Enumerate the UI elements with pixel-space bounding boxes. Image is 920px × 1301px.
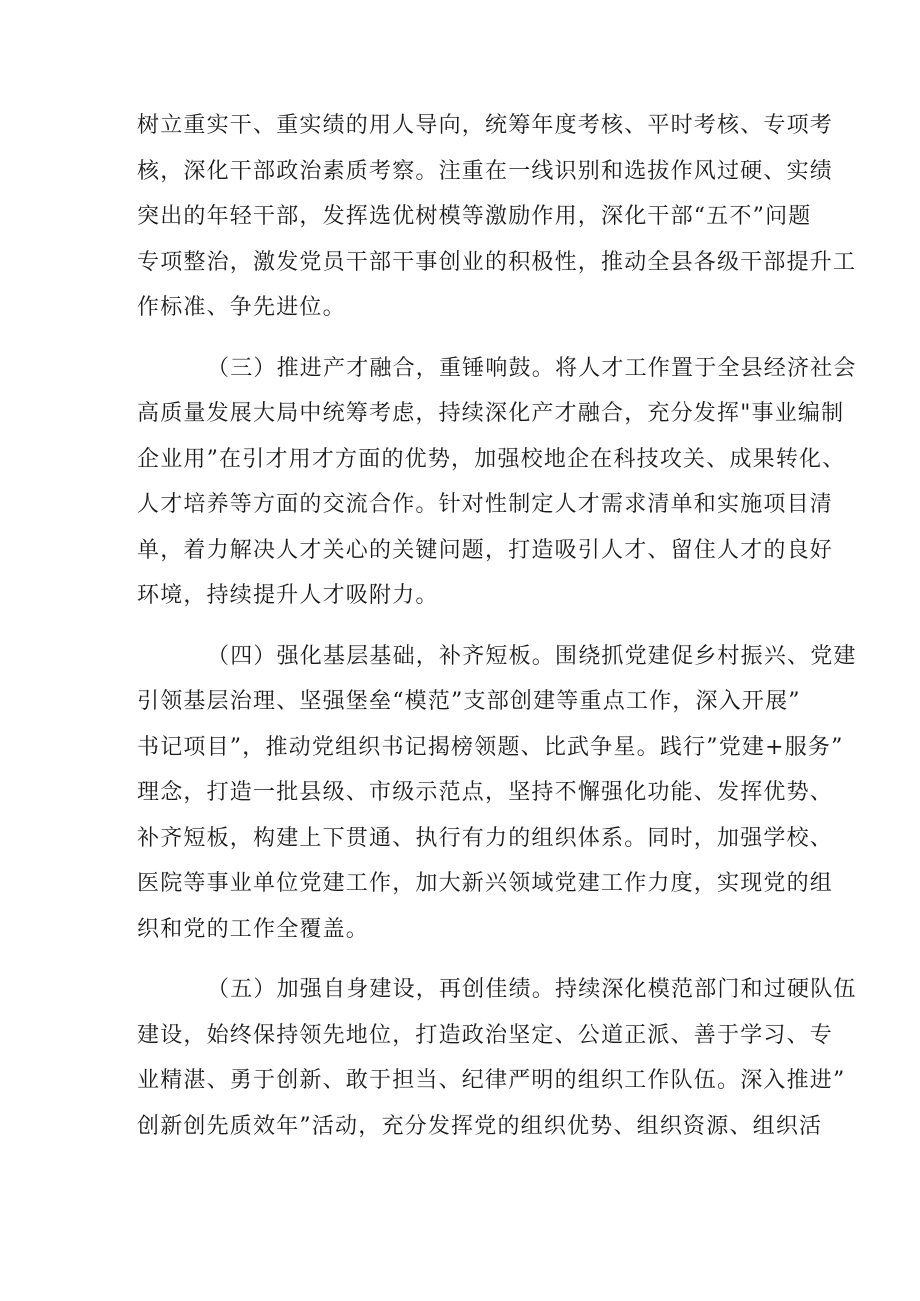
paragraph-section-three [137, 346, 857, 619]
text-line: 业精湛、勇于创新、敢于担当、纪律严明的组织工作队伍。深入推进” [137, 1068, 846, 1093]
text-line: 单，着力解决人才关心的关键问题，打造吸引人才、留住人才的良好 [137, 537, 834, 563]
text-line: 作标准、争先进位。 [137, 295, 346, 320]
text-line: 环境，持续提升人才吸附力。 [137, 583, 439, 608]
text-line: 核，深化干部政治素质考察。注重在一线识别和选拔作风过硬、实绩 [137, 158, 834, 184]
text-line: 建设，始终保持领先地位，打造政治坚定、公道正派、善于学习、专 [137, 1022, 834, 1048]
text-line: （四）强化基层基础，补齐短板。围绕抓党建促乡村振兴、党建 [207, 643, 857, 669]
document-body [137, 103, 857, 1164]
text-line: 补齐短板，构建上下贯通、执行有力的组织体系。同时，加强学校、 [137, 825, 834, 851]
text-line: 创新创先质效年”活动，充分发挥党的组织优势、组织资源、组织活 [137, 1113, 823, 1139]
text-line: 树立重实干、重实绩的用人导向，统筹年度考核、平时考核、专项考 [137, 113, 834, 138]
text-line: 理念，打造一批县级、市级示范点，坚持不懈强化功能、发挥优势、 [137, 780, 834, 805]
text-line: 专项整治，激发党员干部干事创业的积极性，推动全县各级干部提升工 [137, 249, 857, 275]
paragraph-section-four [137, 634, 857, 953]
text-line: 引领基层治理、坚强堡垒“模范”支部创建等重点工作，深入开展” [137, 689, 801, 714]
text-line: 企业用”在引才用才方面的优势，加强校地企在科技攻关、成果转化、 [137, 446, 846, 472]
text-line: 突出的年轻干部，发挥选优树模等激励作用，深化干部“五不”问题 [137, 204, 812, 229]
text-line: （三）推进产才融合，重锤响鼓。将人才工作置于全县经济社会 [207, 355, 857, 381]
text-line: 医院等事业单位党建工作，加大新兴领域党建工作力度，实现党的组 [137, 871, 834, 896]
text-line: 织和党的工作全覆盖。 [137, 916, 370, 942]
text-line: （五）加强自身建设，再创佳绩。持续深化模范部门和过硬队伍 [207, 977, 857, 1002]
paragraph-section-five [137, 967, 857, 1149]
text-line: 书记项目”，推动党组织书记揭榜领题、比武争星。践行”党建+服务” [137, 734, 844, 760]
paragraph-cadre-assessment [137, 103, 857, 331]
text-line: 高质量发展大局中统筹考虑，持续深化产才融合，充分发挥"事业编制 [137, 401, 845, 426]
text-line: 人才培养等方面的交流合作。针对性制定人才需求清单和实施项目清 [137, 492, 834, 517]
